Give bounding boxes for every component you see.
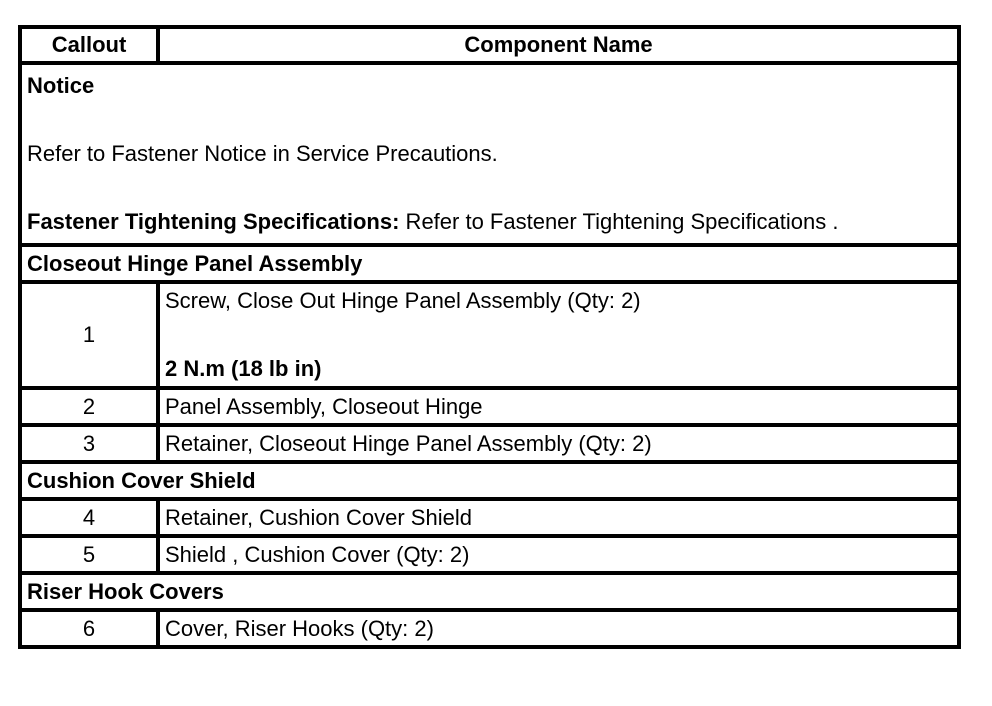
callout-number: 3: [20, 425, 158, 462]
component-name: Retainer, Closeout Hinge Panel Assembly (Qty: 2): [158, 425, 959, 462]
component-name: Panel Assembly, Closeout Hinge: [158, 388, 959, 425]
component-table: [18, 25, 961, 649]
notice-row: [20, 63, 959, 245]
notice-text: Refer to Fastener Notice in Service Precautions.: [27, 141, 498, 166]
section-row: [20, 245, 959, 282]
component-name: Cover, Riser Hooks (Qty: 2): [158, 610, 959, 647]
notice-title: Notice: [27, 73, 95, 98]
callout-number: 2: [20, 388, 158, 425]
callout-header: Callout: [20, 27, 158, 63]
table-row: [20, 610, 959, 647]
torque-spec: 2 N.m (18 lb in): [165, 356, 322, 381]
section-title: Riser Hook Covers: [20, 573, 959, 610]
component-name: Retainer, Cushion Cover Shield: [158, 499, 959, 536]
fastener-spec-text: Refer to Fastener Tightening Specifications .: [399, 209, 839, 234]
callout-number: 4: [20, 499, 158, 536]
section-title: Cushion Cover Shield: [20, 462, 959, 499]
fastener-spec-line: [27, 205, 952, 239]
table-row: [20, 425, 959, 462]
table-row: [20, 536, 959, 573]
callout-number: 6: [20, 610, 158, 647]
callout-number: 5: [20, 536, 158, 573]
component-name: Screw, Close Out Hinge Panel Assembly (Qty: 2): [165, 288, 641, 313]
table-row: [20, 388, 959, 425]
component-cell: [158, 282, 959, 388]
table-row: [20, 282, 959, 388]
component-name-header: Component Name: [158, 27, 959, 63]
notice-cell: [20, 63, 959, 245]
header-row: [20, 27, 959, 63]
component-name: Shield , Cushion Cover (Qty: 2): [158, 536, 959, 573]
callout-number: 1: [20, 282, 158, 388]
table-row: [20, 499, 959, 536]
section-row: [20, 573, 959, 610]
section-row: [20, 462, 959, 499]
fastener-spec-label: Fastener Tightening Specifications:: [27, 209, 400, 234]
section-title: Closeout Hinge Panel Assembly: [20, 245, 959, 282]
